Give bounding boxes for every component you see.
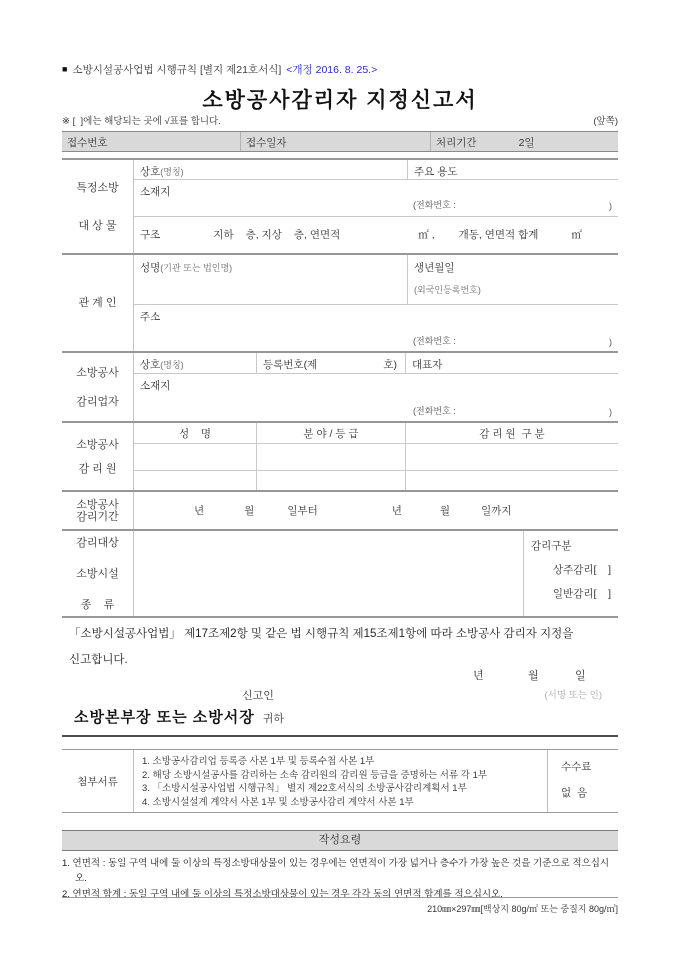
resident-supervision-label: 상주감리 [552, 564, 594, 576]
structure-part: 개동, 연면적 합계 [458, 228, 539, 241]
label-line: 소방공사 [76, 438, 119, 451]
label-line: 대 상 물 [78, 219, 117, 232]
supervisors-empty-row [134, 444, 618, 471]
label-line: 소방공사 [76, 498, 119, 511]
addressee-suffix: 귀하 [262, 713, 284, 725]
section-owner-label [62, 255, 134, 351]
declaration-text [62, 621, 611, 673]
period-part: 일까지 [481, 505, 512, 517]
general-supervision-option [531, 586, 611, 601]
resident-supervision-option [531, 562, 611, 577]
resident-supervision-checkbox[interactable]: [ ] [593, 564, 611, 576]
owner-birth-label: 생년월일 [414, 262, 455, 274]
target-phone-close: ) [609, 201, 612, 211]
period-part: 월 [439, 505, 451, 517]
date-month-label: 월 [528, 670, 539, 682]
date-year-label: 년 [473, 670, 484, 682]
supervisor-class-cell[interactable] [406, 444, 618, 470]
fee-value: 없 음 [561, 787, 588, 799]
attachment-item: 3. 「소방시설공사업법 시행규칙」 별지 제22호서식의 소방공사감리계획서 1부 [142, 783, 467, 794]
label-line: 소방공사 [76, 366, 119, 379]
declaration-line2: 신고합니다. [69, 654, 128, 666]
declaration-line1: 「소방시설공사업법」 제17조제2항 및 같은 법 시행규칙 제15조제1항에 따라 소방공사 감리자 지정을 [69, 628, 574, 640]
supervisors-col-class: 감 리 원 구 분 [479, 428, 545, 440]
supervisor-field-cell[interactable] [257, 444, 406, 470]
period-part: 월 [244, 505, 255, 517]
receipt-date-cell[interactable] [240, 132, 430, 151]
target-address-field[interactable] [134, 180, 618, 217]
owner-name-label: 성명 [140, 262, 161, 274]
label-line: 감리기간 [76, 510, 119, 523]
attachments-list [134, 750, 548, 812]
guideline-item: 2. 연면적 합계 : 동일 구역 내에 둘 이상의 특정소방대상물이 있는 경우 각각 동의 연면적 합계를 적으십시오. [62, 889, 503, 900]
period-part: 일부터 [287, 505, 318, 517]
owner-phone-label: (전화번호 : [413, 336, 456, 346]
owner-birth-field[interactable] [408, 255, 618, 304]
receipt-number-cell[interactable] [62, 132, 240, 151]
target-use-label: 주요 용도 [414, 166, 458, 178]
label-line: 감 리 원 [78, 462, 117, 475]
receipt-number-label: 접수번호 [67, 137, 108, 149]
supervision-period-field[interactable] [134, 492, 618, 529]
target-address-label: 소재지 [140, 186, 171, 198]
page-side-label: (앞쪽) [593, 116, 618, 127]
attachment-item: 2. 해당 소방시설공사를 감리하는 소속 감리원의 감리원 등급을 증명하는 서류 각 1부 [142, 769, 488, 781]
scope-facility-field[interactable] [134, 531, 524, 616]
signature-note: (서명 또는 인) [544, 690, 602, 701]
form-title: 소방공사감리자 지정신고서 [202, 89, 478, 112]
owner-address-label: 주소 [140, 311, 161, 323]
company-name-field[interactable] [134, 353, 257, 373]
addressee-title: 소방본부장 또는 소방서장 [74, 709, 255, 726]
supervisor-field-cell[interactable] [257, 471, 406, 490]
target-name-paren: (명칭) [160, 167, 184, 177]
general-supervision-checkbox[interactable]: [ ] [593, 588, 611, 600]
supervisors-col-name: 성 명 [134, 423, 257, 443]
target-use-field[interactable] [408, 160, 618, 179]
date-day-label: 일 [575, 670, 586, 682]
company-regno-label: 등록번호(제 [263, 359, 318, 371]
section-supervisors-label [62, 423, 134, 490]
label-line: 감리업자 [76, 395, 119, 408]
addressee-line [74, 706, 284, 727]
label-line: 특정소방 [76, 181, 119, 194]
section-supervision-scope-label [62, 531, 134, 616]
structure-part: 층, 연면적 [293, 228, 341, 241]
company-phone-label: (전화번호 : [413, 406, 456, 416]
revision-note: <개정 2016. 8. 25.> [286, 64, 378, 76]
company-ceo-field[interactable] [406, 353, 618, 373]
reporter-line [62, 687, 618, 701]
label-line: 관 계 인 [78, 297, 117, 309]
paper-spec-note: 210㎜×297㎜[백상지 80g/㎡ 또는 중질지 80g/㎡] [427, 904, 618, 914]
structure-part: 지하 [213, 228, 234, 241]
attachment-item: 1. 소방공사감리업 등록증 사본 1부 및 등록수첩 사본 1부 [142, 756, 375, 767]
target-phone-label: (전화번호 : [413, 200, 456, 210]
label-line: 소방시설 [76, 567, 119, 580]
section-supervision-scope [62, 529, 618, 616]
period-part: 년 [391, 505, 402, 517]
supervisor-name-cell[interactable] [134, 444, 257, 470]
label-line: 감리대상 [76, 536, 119, 549]
section-supervision-period-label [62, 492, 134, 529]
check-instruction: ※ [ ]에는 해당되는 곳에 √표를 합니다. [62, 116, 221, 127]
section-target-property-label [62, 160, 134, 253]
company-name-paren: (명칭) [160, 360, 184, 370]
owner-foreign-reg-label: (외국인등록번호) [414, 285, 481, 295]
receipt-date-label: 접수일자 [246, 137, 287, 149]
attachment-item: 4. 소방시설설계 계약서 사본 1부 및 소방공사감리 계약서 사본 1부 [142, 796, 414, 808]
footer-divider [62, 897, 618, 898]
declaration-date-field[interactable] [62, 667, 618, 681]
section-divider [62, 735, 618, 737]
company-address-field[interactable] [134, 374, 618, 422]
owner-phone-close: ) [609, 337, 612, 347]
processing-period-cell [430, 132, 618, 151]
attachments-label: 첨부서류 [62, 750, 134, 812]
form-main-table [62, 158, 618, 618]
section-supervisors [62, 421, 618, 490]
processing-period-value: 2일 [518, 137, 535, 149]
attachments-table [62, 749, 618, 813]
section-supervision-company-label [62, 353, 134, 421]
receipt-header-row [62, 131, 618, 152]
section-supervision-period [62, 490, 618, 529]
target-structure-field[interactable] [134, 217, 618, 251]
company-ceo-label: 대표자 [412, 359, 443, 371]
company-phone-close: ) [609, 407, 612, 417]
supervisors-empty-row [134, 471, 618, 490]
period-part: 년 [194, 505, 205, 517]
label-line: 종 류 [80, 598, 115, 611]
section-supervision-company [62, 351, 618, 421]
processing-period-label: 처리기간 [436, 137, 477, 149]
owner-address-field[interactable] [134, 305, 618, 352]
target-name-label: 상호 [140, 166, 161, 178]
supervisor-class-cell[interactable] [406, 471, 618, 490]
fee-cell [548, 750, 618, 812]
fee-label: 수수료 [561, 761, 592, 773]
form-reference-text: 소방시설공사업법 시행규칙 [별지 제21호서식] [72, 64, 282, 76]
structure-part: ㎡ , [418, 228, 435, 241]
target-name-field[interactable] [134, 160, 408, 179]
company-regno-close: 호) [383, 359, 397, 371]
section-owner [62, 253, 618, 351]
form-reference [62, 62, 618, 77]
owner-name-field[interactable] [134, 255, 408, 304]
structure-part: 층, 지상 [245, 228, 282, 241]
guideline-item: 1. 연면적 : 동일 구역 내에 둘 이상의 특정소방대상물이 있는 경우에는 연면적이 가장 넓거나 층수가 가장 높은 것을 기준으로 적으십시오. [62, 858, 610, 884]
supervision-type-label: 감리구분 [531, 540, 572, 552]
company-name-label: 상호 [140, 359, 161, 371]
reporter-label: 신고인 [242, 690, 274, 702]
guidelines-header: 작성요령 [62, 830, 618, 851]
company-address-label: 소재지 [140, 380, 171, 392]
supervisor-name-cell[interactable] [134, 471, 257, 490]
square-bullet-icon: ■ [62, 64, 68, 74]
general-supervision-label: 일반감리 [552, 588, 594, 600]
note-row [62, 113, 618, 127]
structure-part: ㎡ [571, 228, 582, 241]
owner-name-paren: (기관 또는 법인명) [160, 263, 233, 273]
company-regno-field[interactable] [257, 353, 406, 373]
supervisors-col-field-grade: 분 야 / 등 급 [257, 423, 406, 443]
section-target-property [62, 160, 618, 253]
target-structure-label: 구조 [140, 228, 161, 241]
